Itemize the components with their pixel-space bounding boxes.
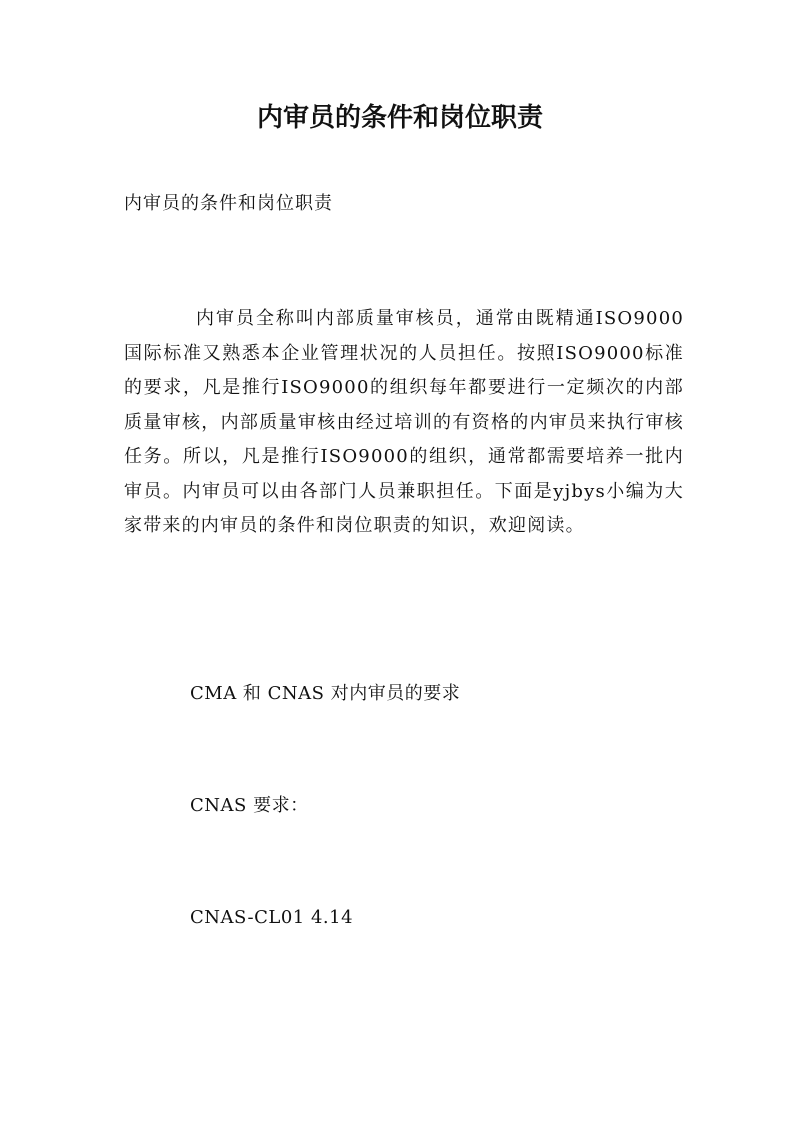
document-subtitle: 内审员的条件和岗位职责 <box>124 193 333 214</box>
document-title: 内审员的条件和岗位职责 <box>256 103 543 133</box>
cnas-clause: CNAS-CL01 4.14 <box>190 907 354 928</box>
intro-paragraph: 内审员全称叫内部质量审核员，通常由既精通ISO9000国际标准又熟悉本企业管理状况的人员担任。按照ISO9000标准的要求，凡是推行ISO9000的组织每年都要进行一定频次的内部质量审核，内部质量审核由经过培训的有资格的内审员来执行审核任务。所以，凡是推行ISO9000的组织，通常都需要培养一批内审员。内审员可以由各部门人员兼职担任。下面是yjbys小编为大家带来的内审员的条件和岗位职责的知识，欢迎阅读。 <box>124 308 684 536</box>
section-heading: CMA 和 CNAS 对内审员的要求 <box>190 683 461 704</box>
cnas-label: CNAS 要求： <box>190 795 309 816</box>
